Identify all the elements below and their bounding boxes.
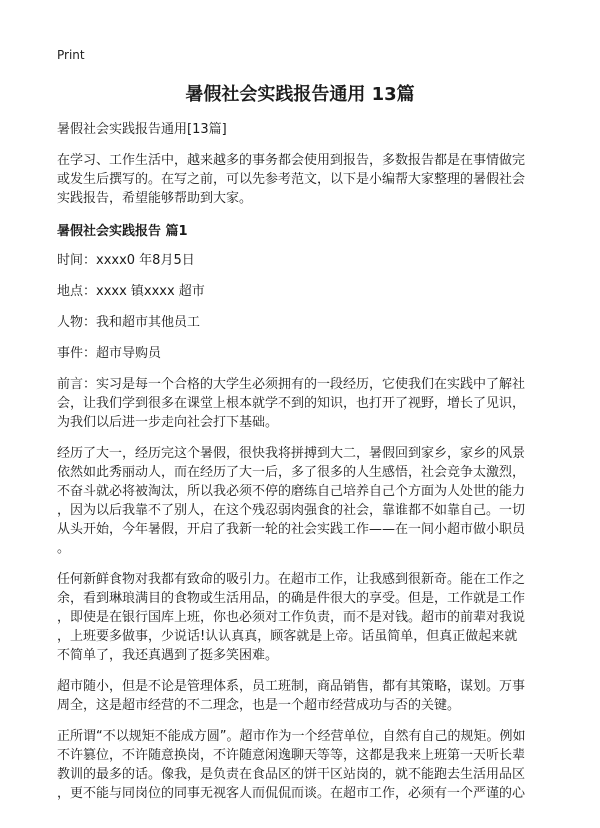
paragraph-line: 正所谓“不以规矩不能成方圆”。超市作为一个经营单位，自然有自己的规矩。例如 — [57, 729, 526, 744]
paragraph-line: 任何新鲜食物对我都有致命的吸引力。在超市工作，让我感到很新奇。能在工作之 — [57, 572, 526, 587]
print-link[interactable]: Print — [57, 48, 85, 62]
paragraph-line: ，更不能与同岗位的同事无视客人而侃侃而谈。在超市工作，必须有一个严谨的心 — [57, 786, 526, 801]
location-field: 地点：xxxx 镇xxxx 超市 — [57, 284, 205, 299]
time-field: 时间：xxxx0 年8月5日 — [57, 253, 195, 268]
paragraph-line: 不许篡位，不许随意换岗，不许随意闲逸聊天等等，这都是我来上班第一天听长辈 — [57, 748, 526, 763]
section-heading: 暑假社会实践报告 篇1 — [57, 224, 188, 239]
document-body — [57, 120, 547, 815]
paragraph-line: 或发生后撰写的。在写之前，可以先参考范文，以下是小编帮大家整理的暑假社会 — [57, 172, 526, 187]
body-paragraph — [57, 375, 547, 432]
intro-paragraph — [57, 151, 547, 208]
paragraph-line: 超市随小，但是不论是管理体系，员工班制，商品销售，都有其策略，谋划。万事 — [57, 679, 526, 694]
paragraph-line: 会，让我们学到很多在课堂上根本就学不到的知识，也打开了视野，增长了见识， — [57, 396, 526, 411]
paragraph-line: 不简单了，我还真遇到了挺多笑困难。 — [57, 648, 279, 663]
document-subtitle: 暑假社会实践报告通用[13篇] — [57, 122, 227, 137]
body-paragraph — [57, 727, 547, 803]
paragraph-line: 教训的最多的话。像我，是负责在食品区的饼干区站岗的，就不能跑去生活用品区 — [57, 767, 526, 782]
paragraph-line: 为我们以后进一步走向社会打下基础。 — [57, 415, 279, 430]
paragraph-line: 周全，这是超市经营的不二理念，也是一个超市经营成功与否的关键。 — [57, 698, 461, 713]
paragraph-line: ，上班要多做事，少说话!认认真真，顾客就是上帝。话虽简单，但真正做起来就 — [57, 629, 518, 644]
paragraph-line: 经历了大一，经历完这个暑假，很快我将拼搏到大二，暑假回到家乡，家乡的风景 — [57, 446, 526, 461]
body-paragraph — [57, 570, 547, 665]
body-paragraph — [57, 444, 547, 558]
paragraph-line: 不奋斗就必将被淘汰，所以我必须不停的磨练自己培养自己个方面为人处世的能力 — [57, 484, 526, 499]
paragraph-line: 余，看到琳琅满目的食物或生活用品，的确是件很大的享受。但是，工作就是工作 — [57, 591, 526, 606]
paragraph-line: 依然如此秀丽动人，而在经历了大一后，多了很多的人生感悟，社会竞争太激烈， — [57, 465, 526, 480]
paragraph-line: 实践报告，希望能够帮助到大家。 — [57, 191, 253, 206]
paragraph-line: ，即使是在银行国库上班，你也必须对工作负责，而不是对钱。超市的前辈对我说 — [57, 610, 526, 625]
paragraph-line: ，因为以后我靠不了别人，在这个残忍弱肉强食的社会，靠谁都不如靠自己。一切 — [57, 503, 526, 518]
paragraph-line: 在学习、工作生活中，越来越多的事务都会使用到报告，多数报告都是在事情做完 — [57, 153, 526, 168]
paragraph-line: 从头开始，今年暑假，开启了我新一轮的社会实践工作——在一间小超市做小职员 — [57, 522, 526, 537]
document-title: 暑假社会实践报告通用 13篇 — [185, 84, 415, 105]
body-paragraph — [57, 677, 547, 715]
paragraph-line: 前言：实习是每一个合格的大学生必须拥有的一段经历，它使我们在实践中了解社 — [57, 377, 526, 392]
people-field: 人物：我和超市其他员工 — [57, 315, 201, 330]
paragraph-line: 。 — [57, 541, 71, 556]
event-field: 事件：超市导购员 — [57, 346, 162, 361]
